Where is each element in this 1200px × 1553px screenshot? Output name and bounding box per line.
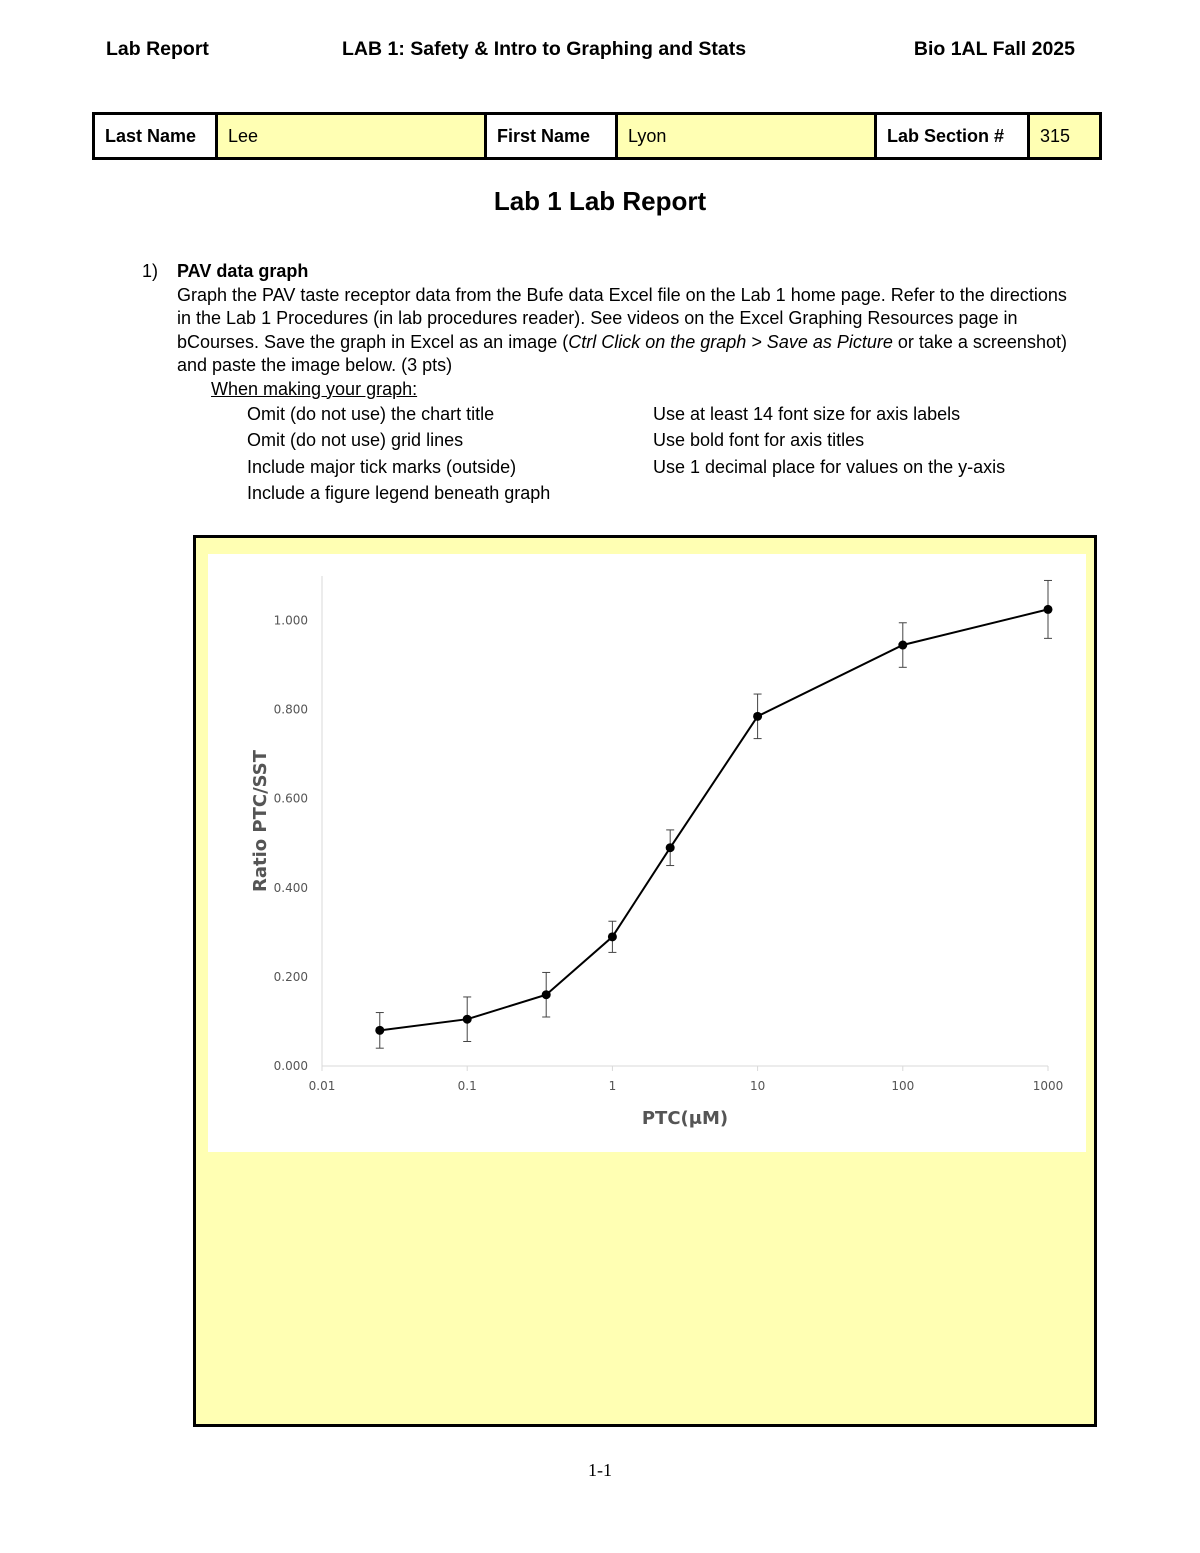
requirements-left-column [247,401,550,506]
first-name-field[interactable]: Lyon [617,114,876,159]
requirements-list [247,401,1072,505]
y-axis-title: Ratio PTC/SST [250,749,271,893]
x-axis-title: PTC(μM) [641,1108,729,1129]
x-tick-label: 1000 [1032,1079,1064,1093]
instructions-text-1: Graph the PAV taste receptor data from the Bufe data Excel file on the Lab 1 home page. Refer to the directions in the Lab 1 Procedures (in lab procedures reader). See videos on the Excel Graphing Resources page in bCourses. Save the graph in Excel as an image ( [177,284,1067,352]
question-instructions [177,284,1072,378]
question-number: 1) [142,261,159,281]
data-point [898,641,907,650]
header-left: Lab Report [106,38,209,60]
x-tick-label: 100 [891,1079,915,1093]
question-body [177,260,1072,505]
pav-chart [208,554,1086,1152]
student-info-table [92,112,1102,160]
requirement-item: Omit (do not use) the chart title [247,404,495,424]
x-tick-label: 0.1 [457,1079,477,1093]
data-point [1044,605,1053,614]
data-point [666,843,675,852]
data-point [753,712,762,721]
requirement-item: Omit (do not use) grid lines [247,430,464,451]
first-name-label: First Name [486,114,617,159]
header-center: LAB 1: Safety & Intro to Graphing and Stats [342,38,747,60]
x-tick-label: 10 [749,1079,766,1093]
pav-chart-image [208,554,1086,1152]
requirement-item: Include a figure legend beneath graph [247,482,551,503]
y-tick-label: 0.400 [273,880,308,895]
y-tick-label: 0.000 [273,1059,308,1073]
instructions-italic: Ctrl Click on the graph > Save as Picture [568,331,893,352]
header-right: Bio 1AL Fall 2025 [913,38,1075,60]
question-title: PAV data graph [177,261,309,281]
page-number: 1-1 [588,1460,612,1480]
y-tick-label: 0.200 [273,969,308,984]
requirements-right-column [653,401,1005,480]
lab-section-field[interactable]: 315 [1029,114,1101,159]
series-line [380,609,1048,1030]
requirement-item: Use bold font for axis titles [653,430,865,451]
y-tick-label: 0.600 [273,791,308,806]
data-point [542,990,551,999]
instructions-text-2: or take a screenshot) and paste the image below. (3 pts) [177,331,1067,375]
data-point [608,932,617,941]
requirement-item: Use 1 decimal place for values on the y-axis [653,456,1006,477]
last-name-field[interactable]: Lee [217,114,486,159]
y-tick-label: 0.800 [273,702,308,717]
requirement-item: Use at least 14 font size for axis labels [653,404,961,424]
y-tick-label: 1.000 [273,613,308,628]
page-title: Lab 1 Lab Report [493,186,707,216]
requirements-subheading: When making your graph: [211,378,418,399]
data-point [463,1015,472,1024]
lab-section-label: Lab Section # [876,114,1029,159]
x-tick-label: 1 [608,1079,617,1093]
data-point [375,1026,384,1035]
answer-box[interactable] [193,535,1097,1427]
last-name-label: Last Name [94,114,217,159]
x-tick-label: 0.01 [308,1079,336,1093]
requirement-item: Include major tick marks (outside) [247,456,517,477]
